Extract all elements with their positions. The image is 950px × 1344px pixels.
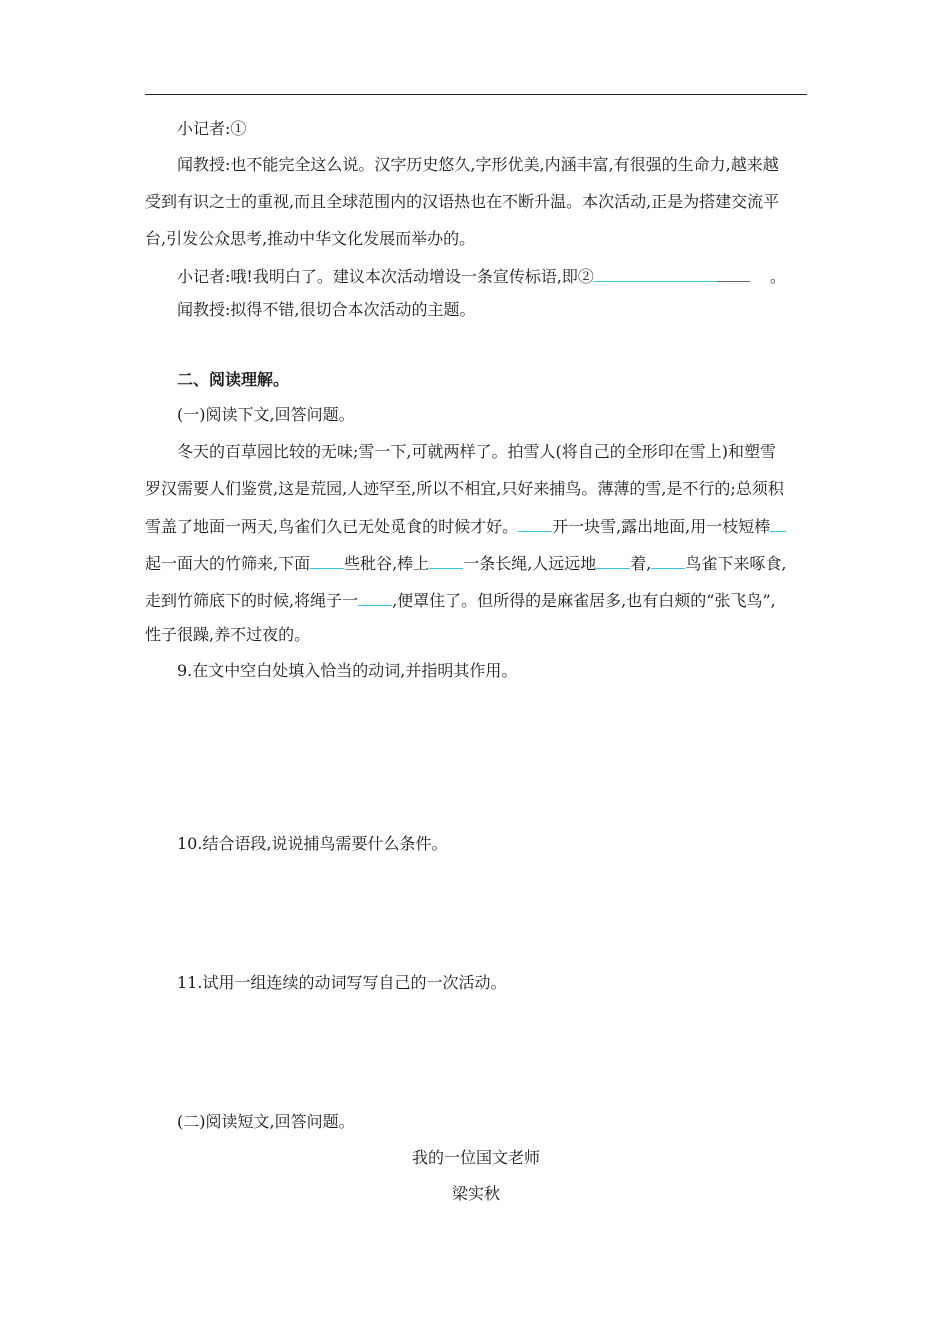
passage-line-4-d: 着, xyxy=(630,554,652,573)
reporter-question-1: 小记者:① xyxy=(177,119,247,138)
reporter-question-2 xyxy=(145,265,807,287)
part-2-intro: (二)阅读短文,回答问题。 xyxy=(177,1112,355,1131)
header-rule xyxy=(145,94,807,95)
passage-line-4 xyxy=(145,552,807,574)
passage-line-2: 罗汉需要人们鉴赏,这是荒园,人迹罕至,所以不相宜,只好来捕鸟。薄薄的雪,是不行的;总须积 xyxy=(145,479,784,498)
professor-answer-2: 闻教授:拟得不错,很切合本次活动的主题。 xyxy=(177,300,476,319)
verb-blank-1[interactable] xyxy=(518,515,552,532)
verb-blank-4[interactable] xyxy=(429,552,463,569)
verb-blank-6[interactable] xyxy=(651,552,685,569)
document-page xyxy=(145,0,807,1344)
passage-line-1: 冬天的百草园比较的无味;雪一下,可就两样了。拍雪人(将自己的全形印在雪上)和塑雪 xyxy=(177,442,776,461)
passage-line-5 xyxy=(145,589,807,611)
passage-line-4-c: 一条长绳,人远远地 xyxy=(463,554,597,573)
professor-answer-1-line-1: 闻教授:也不能完全这么说。汉字历史悠久,字形优美,内涵丰富,有很强的生命力,越来越 xyxy=(177,155,779,174)
passage-line-3-a: 雪盖了地面一两天,鸟雀们久已无处觅食的时候才好。 xyxy=(145,517,519,536)
passage-line-4-b: 些秕谷,棒上 xyxy=(344,554,430,573)
article-title: 我的一位国文老师 xyxy=(411,1148,540,1167)
passage-line-3-b: 开一块雪,露出地面,用一枝短棒 xyxy=(552,517,771,536)
passage-line-4-a: 起一面大的竹筛来,下面 xyxy=(145,554,311,573)
part-1-intro: (一)阅读下文,回答问题。 xyxy=(177,405,355,424)
question-9: 9.在文中空白处填入恰当的动词,并指明其作用。 xyxy=(177,661,518,680)
slogan-answer-blank[interactable] xyxy=(594,265,718,282)
question-11: 11.试用一组连续的动词写写自己的一次活动。 xyxy=(177,973,507,992)
verb-blank-7[interactable] xyxy=(358,589,392,606)
professor-answer-1-line-2: 受到有识之士的重视,而且全球范围内的汉语热也在不断升温。本次活动,正是为搭建交流平 xyxy=(145,192,780,211)
verb-blank-5[interactable] xyxy=(596,552,630,569)
question-10: 10.结合语段,说说捕鸟需要什么条件。 xyxy=(177,834,448,853)
verb-blank-3[interactable] xyxy=(310,552,344,569)
passage-line-5-a: 走到竹筛底下的时候,将绳子一 xyxy=(145,591,359,610)
section-heading: 二、阅读理解。 xyxy=(177,370,290,389)
verb-blank-2[interactable] xyxy=(770,515,786,532)
passage-line-6: 性子很躁,养不过夜的。 xyxy=(145,625,311,644)
reporter-question-2-text: 小记者:哦!我明白了。建议本次活动增设一条宣传标语,即② xyxy=(177,267,594,286)
passage-line-4-e: 鸟雀下来啄食, xyxy=(685,554,787,573)
article-author: 梁实秋 xyxy=(451,1184,500,1203)
reporter-question-2-end: 。 xyxy=(769,267,786,286)
professor-answer-1-line-3: 台,引发公众思考,推动中华文化发展而举办的。 xyxy=(145,229,476,248)
passage-line-3 xyxy=(145,515,807,537)
passage-line-5-b: ,便罩住了。但所得的是麻雀居多,也有白颊的“张飞鸟”, xyxy=(392,591,776,610)
slogan-answer-blank-tail[interactable] xyxy=(718,265,750,282)
